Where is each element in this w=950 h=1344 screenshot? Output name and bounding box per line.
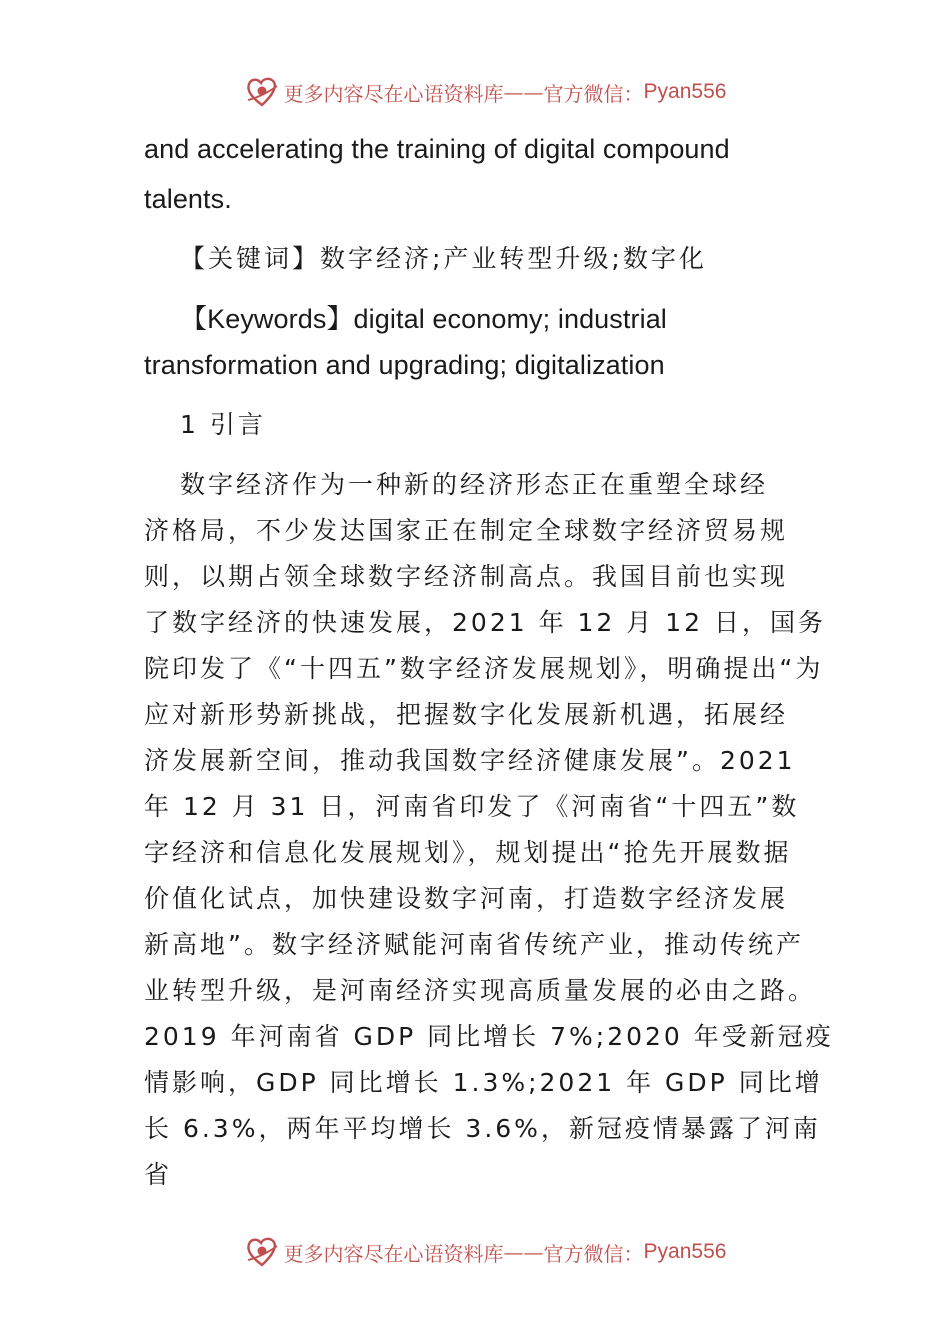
paragraph-line: 价值化试点，加快建设数字河南，打造数字经济发展 <box>144 884 789 913</box>
paragraph-line: 了数字经济的快速发展，2021 年 12 月 12 日，国务 <box>144 608 826 637</box>
footer-watermark-wechat-id: Pyan556 <box>643 1240 727 1263</box>
heart-logo-icon <box>244 74 280 110</box>
header-watermark-wechat-label: 官方微信： <box>543 81 644 106</box>
paragraph-line: 2019 年河南省 GDP 同比增长 7%;2020 年受新冠疫 <box>144 1022 834 1051</box>
paragraph-line: 济发展新空间，推动我国数字经济健康发展”。2021 <box>144 746 796 775</box>
paragraph-line: 院印发了《“十四五”数字经济发展规划》，明确提出“为 <box>144 654 824 683</box>
footer-watermark-inner <box>244 1234 727 1270</box>
footer-watermark-banner <box>0 1234 950 1270</box>
paragraph-line: 省 <box>144 1160 173 1189</box>
paragraph-line: 情影响，GDP 同比增长 1.3%;2021 年 GDP 同比增 <box>144 1068 823 1097</box>
keywords-zh: 【关键词】数字经济;产业转型升级;数字化 <box>180 244 707 273</box>
paragraph-line: 则，以期占领全球数字经济制高点。我国目前也实现 <box>144 562 789 591</box>
paragraph-line: 应对新形势新挑战，把握数字化发展新机遇，拓展经 <box>144 700 789 729</box>
heart-logo-icon <box>244 1234 280 1270</box>
paragraph-line: 业转型升级，是河南经济实现高质量发展的必由之路。 <box>144 976 817 1005</box>
keywords-en-line-1: 【Keywords】digital economy; industrial <box>180 304 667 334</box>
footer-watermark-text: 更多内容尽在心语资料库 <box>283 1241 504 1266</box>
document-body <box>144 126 834 1198</box>
footer-watermark-wechat-label: 官方微信： <box>543 1241 644 1266</box>
header-watermark-wechat-id: Pyan556 <box>643 80 727 103</box>
header-watermark-banner <box>0 74 950 110</box>
paragraph-line: 数字经济作为一种新的经济形态正在重塑全球经 <box>180 470 769 499</box>
header-watermark-inner <box>244 74 727 110</box>
keywords-en-line-2: transformation and upgrading; digitalization <box>144 350 665 380</box>
intro-paragraph <box>144 462 834 1198</box>
header-watermark-text: 更多内容尽在心语资料库 <box>283 81 504 106</box>
paragraph-line: 新高地”。数字经济赋能河南省传统产业，推动传统产 <box>144 930 804 959</box>
paragraph-line: 字经济和信息化发展规划》，规划提出“抢先开展数据 <box>144 838 792 867</box>
abstract-line-1: and accelerating the training of digital compound <box>144 134 730 164</box>
header-watermark-dash: —— <box>503 80 544 104</box>
paragraph-line: 济格局，不少发达国家正在制定全球数字经济贸易规 <box>144 516 789 545</box>
abstract-line-2: talents. <box>144 184 232 214</box>
paragraph-line: 长 6.3%，两年平均增长 3.6%，新冠疫情暴露了河南 <box>144 1114 821 1143</box>
footer-watermark-dash: —— <box>503 1240 544 1264</box>
paragraph-line: 年 12 月 31 日，河南省印发了《河南省“十四五”数 <box>144 792 800 821</box>
section-heading: 1 引言 <box>180 410 266 439</box>
